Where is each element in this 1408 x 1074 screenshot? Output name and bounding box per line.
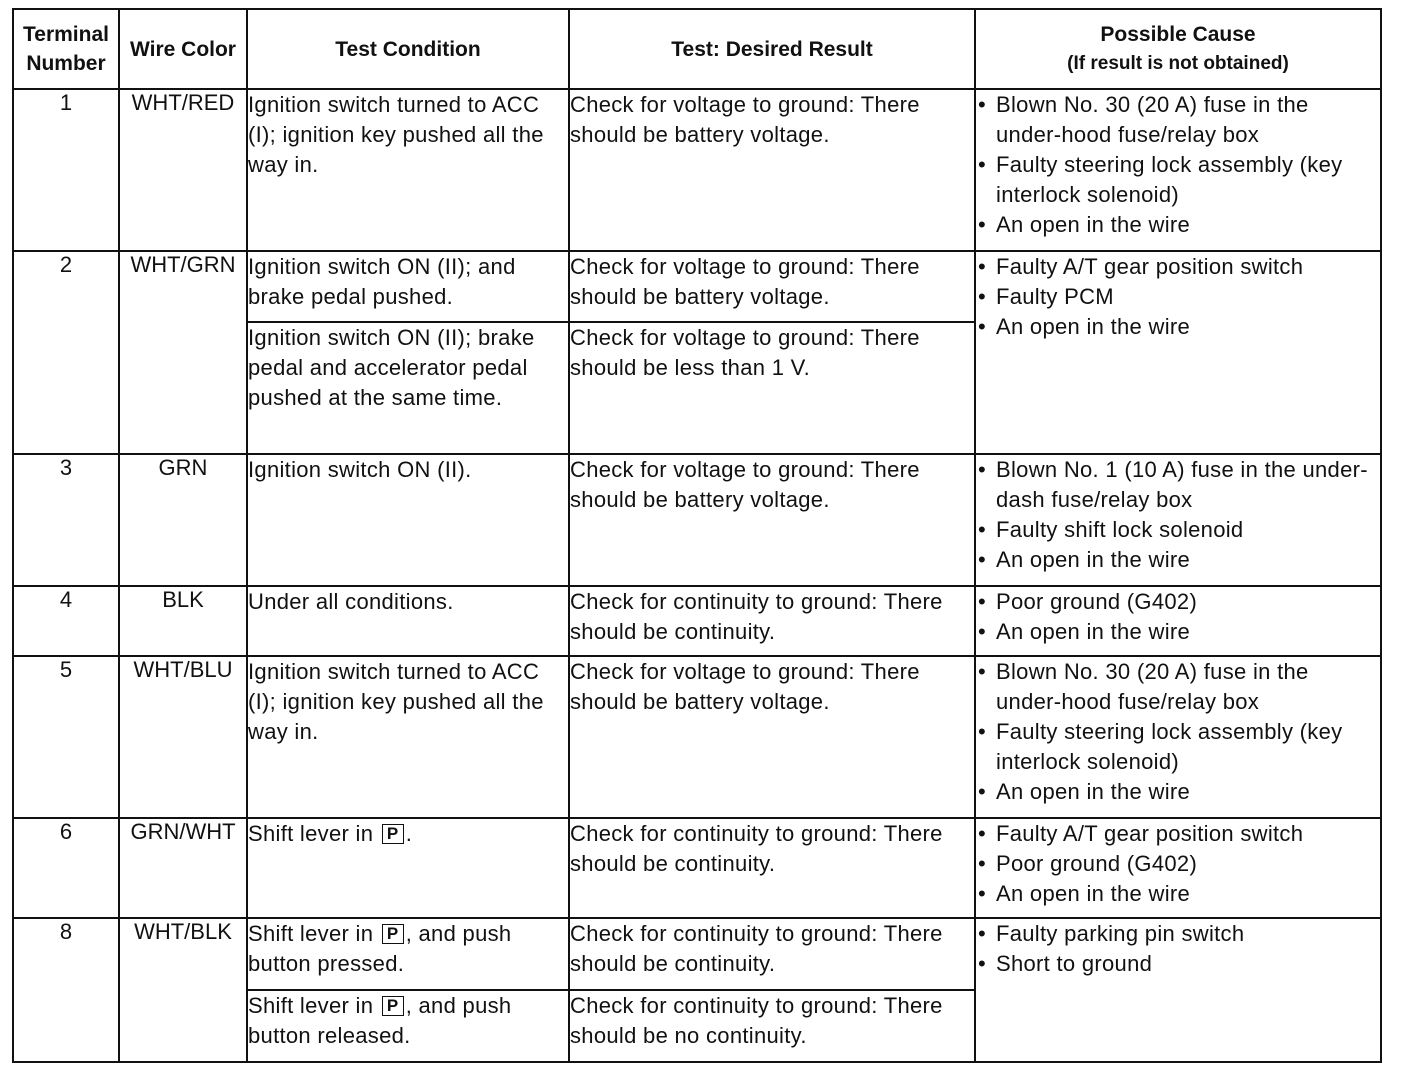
cause-item: • Poor ground (G402) [976, 587, 1380, 617]
test-condition: Ignition switch ON (II); and brake pedal pushed. [247, 251, 569, 322]
cause-item: • An open in the wire [976, 617, 1380, 647]
cause-item: • Blown No. 30 (20 A) fuse in the under-hood fuse/relay box [976, 657, 1380, 717]
wire-color: GRN/WHT [119, 818, 247, 918]
park-position-icon: P [382, 996, 404, 1016]
cause-list [976, 252, 1380, 342]
terminal-number: 3 [13, 454, 119, 586]
header-wire-color: Wire Color [119, 9, 247, 89]
wire-color: WHT/GRN [119, 251, 247, 454]
wire-color: WHT/BLU [119, 656, 247, 818]
table-row-terminal-1 [13, 89, 1381, 251]
condition-text-suffix: , and push button released. [248, 993, 512, 1048]
cause-item: • Short to ground [976, 949, 1380, 979]
cause-item: • Faulty steering lock assembly (key interlock solenoid) [976, 150, 1380, 210]
table-row-terminal-6 [13, 818, 1381, 918]
cause-list [976, 657, 1380, 807]
terminal-number: 2 [13, 251, 119, 454]
possible-cause [975, 89, 1381, 251]
test-condition: Ignition switch ON (II). [247, 454, 569, 586]
header-test-condition: Test Condition [247, 9, 569, 89]
desired-result: Check for continuity to ground: There should be continuity. [569, 586, 975, 656]
terminal-number: 6 [13, 818, 119, 918]
terminal-number: 1 [13, 89, 119, 251]
table-row-terminal-2 [13, 251, 1381, 322]
troubleshooting-sheet [12, 8, 1380, 1063]
desired-result: Check for voltage to ground: There should be battery voltage. [569, 251, 975, 322]
condition-text-suffix: . [405, 821, 413, 846]
cause-list [976, 587, 1380, 647]
terminal-number: 4 [13, 586, 119, 656]
cause-item: • An open in the wire [976, 210, 1380, 240]
cause-item: • Blown No. 30 (20 A) fuse in the under-hood fuse/relay box [976, 90, 1380, 150]
test-condition: Ignition switch turned to ACC (I); ignition key pushed all the way in. [247, 89, 569, 251]
test-condition: Ignition switch turned to ACC (I); ignition key pushed all the way in. [247, 656, 569, 818]
wire-color: GRN [119, 454, 247, 586]
cause-item: • An open in the wire [976, 312, 1380, 342]
cause-item: • Faulty A/T gear position switch [976, 819, 1380, 849]
test-condition [247, 990, 569, 1062]
desired-result: Check for voltage to ground: There should be battery voltage. [569, 89, 975, 251]
condition-text: Shift lever in [248, 993, 374, 1018]
park-position-icon: P [382, 924, 404, 944]
cause-item: • Poor ground (G402) [976, 849, 1380, 879]
desired-result: Check for voltage to ground: There should be battery voltage. [569, 454, 975, 586]
table-row-terminal-5 [13, 656, 1381, 818]
cause-list [976, 90, 1380, 240]
header-possible-cause [975, 9, 1381, 89]
cause-item: • Faulty PCM [976, 282, 1380, 312]
cause-item: • Faulty shift lock solenoid [976, 515, 1380, 545]
header-possible-cause-note: (If result is not obtained) [1067, 53, 1289, 74]
wire-color: BLK [119, 586, 247, 656]
test-condition: Under all conditions. [247, 586, 569, 656]
possible-cause [975, 656, 1381, 818]
header-row [13, 9, 1381, 89]
cause-item: • Blown No. 1 (10 A) fuse in the under-dash fuse/relay box [976, 455, 1380, 515]
possible-cause [975, 586, 1381, 656]
wire-color: WHT/BLK [119, 918, 247, 1062]
possible-cause [975, 454, 1381, 586]
cause-item: • An open in the wire [976, 879, 1380, 909]
test-condition [247, 918, 569, 990]
test-condition [247, 818, 569, 918]
cause-item: • Faulty A/T gear position switch [976, 252, 1380, 282]
desired-result: Check for continuity to ground: There should be no continuity. [569, 990, 975, 1062]
park-position-icon: P [382, 824, 404, 844]
wire-color: WHT/RED [119, 89, 247, 251]
table-row-terminal-8 [13, 918, 1381, 990]
possible-cause [975, 818, 1381, 918]
possible-cause [975, 918, 1381, 1062]
header-desired-result: Test: Desired Result [569, 9, 975, 89]
table-row-terminal-4 [13, 586, 1381, 656]
desired-result: Check for continuity to ground: There should be continuity. [569, 818, 975, 918]
test-condition: Ignition switch ON (II); brake pedal and accelerator pedal pushed at the same time. [247, 322, 569, 454]
header-terminal-number: Terminal Number [13, 9, 119, 89]
header-possible-cause-title: Possible Cause [1100, 23, 1256, 46]
cause-item: • Faulty steering lock assembly (key interlock solenoid) [976, 717, 1380, 777]
cause-item: • An open in the wire [976, 545, 1380, 575]
desired-result: Check for voltage to ground: There should be less than 1 V. [569, 322, 975, 454]
condition-text: Shift lever in [248, 821, 374, 846]
cause-list [976, 819, 1380, 909]
cause-item: • Faulty parking pin switch [976, 919, 1380, 949]
cause-item: • An open in the wire [976, 777, 1380, 807]
table-row-terminal-3 [13, 454, 1381, 586]
desired-result: Check for continuity to ground: There should be continuity. [569, 918, 975, 990]
cause-list [976, 455, 1380, 575]
terminal-number: 5 [13, 656, 119, 818]
terminal-test-table [12, 8, 1382, 1063]
possible-cause [975, 251, 1381, 454]
condition-text-suffix: , and push button pressed. [248, 921, 512, 976]
condition-text: Shift lever in [248, 921, 374, 946]
cause-list [976, 919, 1380, 979]
terminal-number: 8 [13, 918, 119, 1062]
desired-result: Check for voltage to ground: There should be battery voltage. [569, 656, 975, 818]
